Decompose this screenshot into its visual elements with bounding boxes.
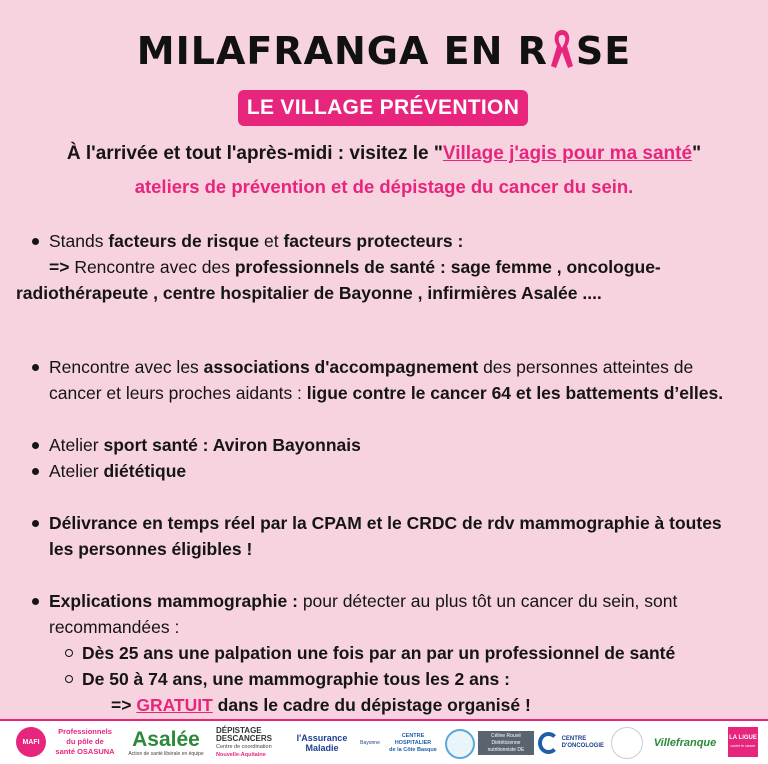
la-ligue-logo: LA LIGUE contre le cancer xyxy=(728,727,758,757)
village-link[interactable]: Village j'agis pour ma santé xyxy=(442,143,693,164)
pink-ribbon-icon xyxy=(549,26,575,70)
stands-detail-continued: radiothérapeute , centre hospitalier de Bayonne , infirmières Asalée .... xyxy=(16,283,602,303)
celine-rouve-logo: Céline Rouvé Diététicienne nutritionniste DE xyxy=(478,731,534,755)
sub-item-palpation: Dès 25 ans une palpation une fois par an par un professionnel de santé xyxy=(16,640,758,666)
title-text-start: MILAFRANGA EN R xyxy=(136,29,548,73)
villefranque-logo: Villefranque xyxy=(653,737,717,749)
list-item-cpam: Délivrance en temps réel par la CPAM et le CRDC de rdv mammographie à toutes xyxy=(16,510,758,536)
mafi-logo: MAFI xyxy=(16,727,46,757)
list-item-sport: Atelier sport santé : Aviron Bayonnais xyxy=(16,432,758,458)
page-title xyxy=(0,26,768,73)
intro-subtitle: ateliers de prévention et de dépistage du cancer du sein. xyxy=(134,176,634,197)
battements-d-elles-logo xyxy=(445,729,475,759)
depistage-cancers-logo: DÉPISTAGE DESCANCERS Centre de coordination Nouvelle-Aquitaine xyxy=(216,726,273,758)
centre-hospitalier-logo: CENTRE HOSPITALIER de la Côte Basque xyxy=(389,732,437,753)
gratuit-line: => GRATUIT dans le cadre du dépistage organisé ! xyxy=(111,695,531,715)
oncologie-c-icon xyxy=(538,732,559,754)
content-list xyxy=(16,228,758,718)
gratuit-link[interactable]: GRATUIT xyxy=(136,695,213,715)
centre-oncologie-logo: CENTRE D'ONCOLOGIE xyxy=(538,725,604,761)
bayonne-logo: Bayonne xyxy=(360,740,380,746)
assurance-maladie-logo: l'Assurance Maladie xyxy=(296,733,348,753)
title-text-end: SE xyxy=(575,29,632,73)
sub-item-mammographie: De 50 à 74 ans, une mammographie tous les 2 ans : xyxy=(16,666,758,692)
village-badge: LE VILLAGE PRÉVENTION xyxy=(238,90,528,126)
list-item-diet: Atelier diététique xyxy=(16,458,758,484)
asalee-logo: Asalée Action de santé libérale en équipe xyxy=(128,728,204,757)
partner-logos-footer xyxy=(0,719,768,764)
list-item-associations: Rencontre avec les associations d'accompagnement des personnes atteintes de xyxy=(16,354,758,380)
associations-continued: cancer et leurs proches aidants : ligue contre le cancer 64 et les battements d’elles. xyxy=(49,383,724,403)
circle-brand-logo xyxy=(611,727,643,759)
stands-detail: => Rencontre avec des professionnels de santé : sage femme , oncologue- xyxy=(49,257,661,277)
intro-line: À l'arrivée et tout l'après-midi : visitez le "Village j'agis pour ma santé" xyxy=(66,143,702,164)
explications-continued: recommandées : xyxy=(49,617,180,637)
list-item-stands: Stands facteurs de risque et facteurs protecteurs : xyxy=(16,228,758,254)
list-item-explications: Explications mammographie : pour détecter au plus tôt un cancer du sein, sont xyxy=(16,588,758,614)
cpam-continued: les personnes éligibles ! xyxy=(49,539,253,559)
pole-sante-logo: Professionnels du pôle de santé OSASUNA xyxy=(55,727,115,756)
